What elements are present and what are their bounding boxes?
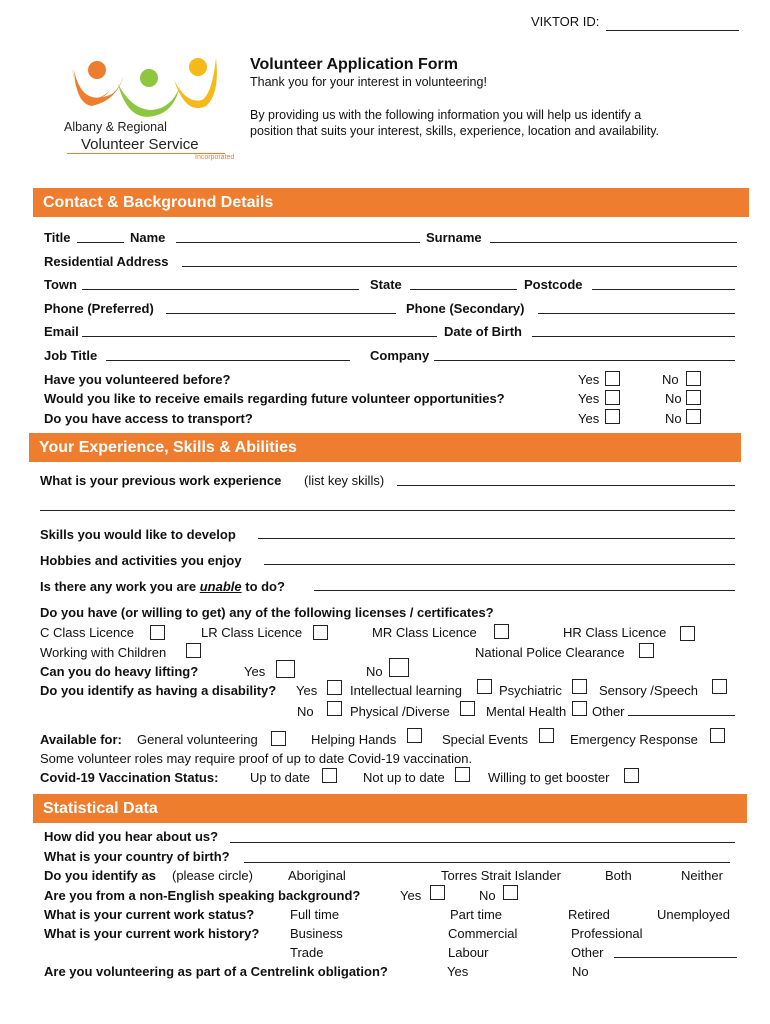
booster-checkbox[interactable] [624,768,639,783]
phone-preferred-label: Phone (Preferred) [44,301,154,316]
work-history-other[interactable]: Other [571,945,604,960]
heavy-yes-label: Yes [244,664,266,679]
logo-line-1: Albany & Regional [64,120,167,134]
q-transport-no-label: No [665,411,682,426]
work-status-retired[interactable]: Retired [568,907,610,922]
unable-label: Is there any work you are unable to do? [40,579,285,594]
not-up-to-date-checkbox[interactable] [455,767,470,782]
covid-note: Some volunteer roles may require proof of up to date Covid-19 vaccination. [40,751,473,766]
disability-no-checkbox[interactable] [327,701,342,716]
postcode-label: Postcode [524,277,583,292]
page-title: Volunteer Application Form [250,56,459,73]
logo-figures-icon [62,50,232,125]
work-status-part-time[interactable]: Part time [450,907,503,922]
booster-label: Willing to get booster [488,770,610,785]
police-label: National Police Clearance [475,645,625,660]
stats-section-header: Statistical Data [33,794,747,823]
email-label: Email [44,324,79,339]
town-field[interactable] [82,289,359,290]
prev-work-note: (list key skills) [304,473,385,488]
town-label: Town [44,277,77,292]
state-label: State [370,277,402,292]
phone-secondary-label: Phone (Secondary) [406,301,525,316]
prev-work-label: What is your previous work experience [40,473,282,488]
centrelink-label: Are you volunteering as part of a Centrelink obligation? [44,964,388,979]
address-label: Residential Address [44,254,169,269]
thanks-text: Thank you for your interest in volunteering! [250,75,487,89]
q-emails-label: Would you like to receive emails regarding future volunteer opportunities? [44,391,505,406]
q-transport-yes-label: Yes [578,411,600,426]
experience-section-header: Your Experience, Skills & Abilities [29,433,741,462]
q-emails-no-checkbox[interactable] [686,390,701,405]
logo-line-2: Volunteer Service [81,136,199,153]
intro-line-2: position that suits your interest, skills, experience, location and availability. [250,124,660,138]
q-transport-yes-checkbox[interactable] [605,409,620,424]
job-title-field[interactable] [106,360,350,361]
heavy-yes-checkbox[interactable] [276,660,295,678]
nesb-yes-checkbox[interactable] [430,885,445,900]
emergency-label: Emergency Response [570,732,698,747]
title-label: Title [44,230,71,245]
emergency-checkbox[interactable] [710,728,725,743]
intellectual-checkbox[interactable] [477,679,492,694]
work-history-business[interactable]: Business [290,926,343,941]
email-field[interactable] [82,336,437,337]
contact-section-header: Contact & Background Details [33,188,749,217]
title-field[interactable] [77,242,124,243]
physical-label: Physical /Diverse [350,704,450,719]
c-class-checkbox[interactable] [150,625,165,640]
surname-field[interactable] [490,242,737,243]
covid-status-label: Covid-19 Vaccination Status: [40,770,219,785]
work-history-label: What is your current work history? [44,926,260,941]
identify-aboriginal[interactable]: Aboriginal [288,868,346,883]
work-status-unemployed[interactable]: Unemployed [657,907,730,922]
work-history-professional[interactable]: Professional [571,926,643,941]
logo-line-3: Incorporated [195,154,235,161]
company-label: Company [370,348,430,363]
work-history-labour[interactable]: Labour [448,945,489,960]
postcode-field[interactable] [592,289,735,290]
wwc-checkbox[interactable] [186,643,201,658]
sensory-label: Sensory /Speech [599,683,699,698]
identify-torres[interactable]: Torres Strait Islander [441,868,561,883]
address-field[interactable] [182,266,737,267]
disability-label: Do you identify as having a disability? [40,683,277,698]
heavy-no-checkbox[interactable] [389,658,409,677]
psychiatric-checkbox[interactable] [572,679,587,694]
country-label: What is your country of birth? [44,849,230,864]
physical-checkbox[interactable] [460,701,475,716]
dob-field[interactable] [532,336,735,337]
available-for-label: Available for: [40,732,122,747]
q-emails-no-label: No [665,391,682,406]
disability-yes-checkbox[interactable] [327,680,342,695]
prev-work-field-2[interactable] [40,510,735,511]
mr-class-checkbox[interactable] [494,624,509,639]
dob-label: Date of Birth [444,324,522,339]
sensory-checkbox[interactable] [712,679,727,694]
centrelink-no[interactable]: No [572,964,589,979]
state-field[interactable] [410,289,517,290]
mental-checkbox[interactable] [572,701,587,716]
unable-field[interactable] [314,590,735,591]
up-to-date-checkbox[interactable] [322,768,337,783]
heavy-no-label: No [366,664,383,679]
helping-hands-label: Helping Hands [311,732,397,747]
phone-preferred-field[interactable] [166,313,396,314]
nesb-yes-label: Yes [400,888,422,903]
nesb-label: Are you from a non-English speaking background? [44,888,361,903]
prev-work-field[interactable] [397,485,735,486]
psychiatric-label: Psychiatric [499,683,562,698]
hobbies-label: Hobbies and activities you enjoy [40,553,242,568]
nesb-no-label: No [479,888,496,903]
q-volunteered-yes-label: Yes [578,372,600,387]
job-title-label: Job Title [44,348,98,363]
company-field[interactable] [434,360,735,361]
hear-label: How did you hear about us? [44,829,219,844]
lr-class-checkbox[interactable] [313,625,328,640]
q-volunteered-yes-checkbox[interactable] [605,371,620,386]
q-transport-no-checkbox[interactable] [686,409,701,424]
identify-neither[interactable]: Neither [681,868,723,883]
q-emails-yes-label: Yes [578,391,600,406]
q-emails-yes-checkbox[interactable] [605,390,620,405]
helping-hands-checkbox[interactable] [407,728,422,743]
skills-label: Skills you would like to develop [40,527,236,542]
hear-field[interactable] [230,842,735,843]
disability-no-label: No [297,704,314,719]
viktor-id-field[interactable] [606,30,739,31]
disability-yes-label: Yes [296,683,318,698]
wwc-label: Working with Children [40,645,167,660]
work-status-full-time[interactable]: Full time [290,907,340,922]
hr-class-checkbox[interactable] [680,626,695,641]
general-checkbox[interactable] [271,731,286,746]
work-history-trade[interactable]: Trade [290,945,324,960]
phone-secondary-field[interactable] [538,313,735,314]
identify-both[interactable]: Both [605,868,632,883]
centrelink-yes[interactable]: Yes [447,964,469,979]
work-history-other-field[interactable] [614,957,737,958]
general-label: General volunteering [137,732,258,747]
licences-question: Do you have (or willing to get) any of the following licenses / certificates? [40,605,494,620]
nesb-no-checkbox[interactable] [503,885,518,900]
other-disability-label: Other [592,704,625,719]
skills-field[interactable] [258,538,735,539]
work-status-label: What is your current work status? [44,907,255,922]
intellectual-label: Intellectual learning [350,683,463,698]
name-field[interactable] [176,242,420,243]
country-field[interactable] [244,862,730,863]
mental-label: Mental Health [486,704,567,719]
logo [62,50,235,165]
lr-class-label: LR Class Licence [201,625,303,640]
surname-label: Surname [426,230,482,245]
special-events-label: Special Events [442,732,528,747]
c-class-label: C Class Licence [40,625,134,640]
intro-line-1: By providing us with the following information you will help us identify a [250,108,642,122]
hobbies-field[interactable] [264,564,735,565]
heavy-lifting-label: Can you do heavy lifting? [40,664,199,679]
identify-label: Do you identify as [44,868,156,883]
special-events-checkbox[interactable] [539,728,554,743]
name-label: Name [130,230,166,245]
mr-class-label: MR Class Licence [372,625,477,640]
q-volunteered-label: Have you volunteered before? [44,372,231,387]
up-to-date-label: Up to date [250,770,310,785]
identify-note: (please circle) [172,868,253,883]
hr-class-label: HR Class Licence [563,625,667,640]
q-transport-label: Do you have access to transport? [44,411,253,426]
work-history-commercial[interactable]: Commercial [448,926,518,941]
q-volunteered-no-label: No [662,372,679,387]
q-volunteered-no-checkbox[interactable] [686,371,701,386]
police-checkbox[interactable] [639,643,654,658]
other-disability-field[interactable] [628,715,735,716]
not-up-to-date-label: Not up to date [363,770,445,785]
viktor-id-label: VIKTOR ID: [531,14,600,29]
